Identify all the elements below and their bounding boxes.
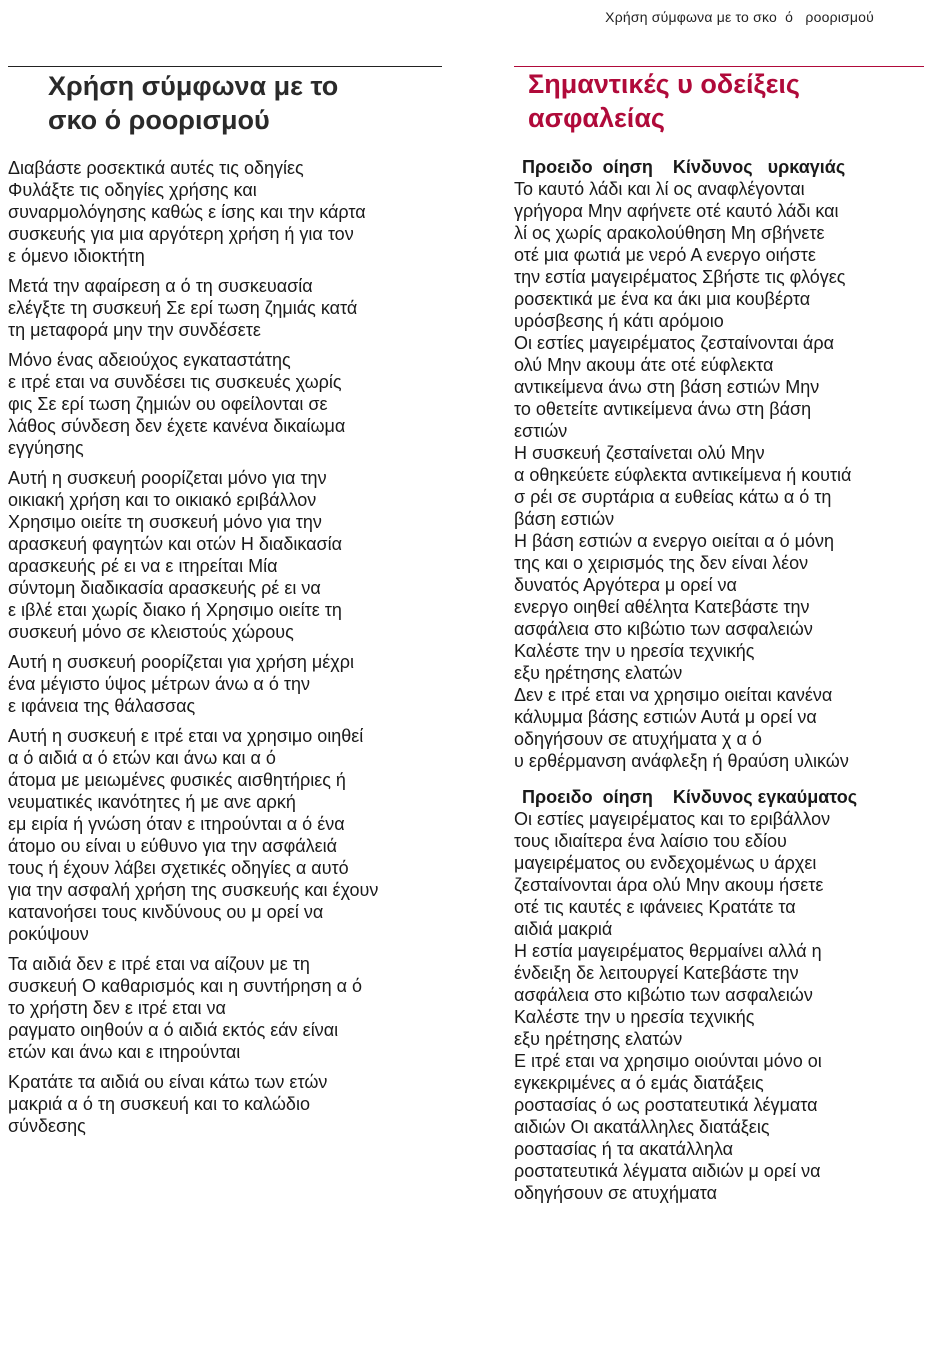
- section-title: Χρήση σύμφωνα με το σκο ό ροορισμού: [48, 71, 339, 135]
- paragraph: Η βάση εστιών α ενεργο οιείται α ό μόνη της και ο χειρισμός της δεν είναι λέον δυνατός Αργότερα μ ορεί να ενεργο οιηθεί αθέλητα Κατεβάστε την ασφάλεια στο κιβώτιο των ασφαλειών Καλέστε την υ ηρεσία τεχνικής εξυ ηρέτησης ελατών: [514, 531, 834, 683]
- paragraph: Διαβάστε ροσεκτικά αυτές τις οδηγίες Φυλάξτε τις οδηγίες χρήσης και συναρμολόγησης καθώς ε ίσης και την κάρτα συσκευής για μια αργότερη χρήση ή για τον ε όμενο ιδιοκτήτη: [8, 158, 366, 266]
- paragraph: Αυτή η συσκευή ε ιτρέ εται να χρησιμο οιηθεί α ό αιδιά α ό ετών και άνω και α ό άτομα με μειωμένες φυσικές αισθητήριες ή νευματικές ικανότητες ή με ανε αρκή εμ ειρία ή γνώση όταν ε ιτηρούνται α ό ένα άτομο ου είναι υ εύθυνο για την ασφάλειά τους ή έχουν λάβει σχετικές οδηγίες α αυτό για την ασφαλή χρήση της συσκευής και έχουν κατανοήσει τους κινδύνους ου μ ορεί να ροκύψουν: [8, 726, 379, 944]
- section-body: [514, 156, 924, 1204]
- paragraph: Οι εστίες μαγειρέματος και το εριβάλλον τους ιδιαίτερα ένα λαίσιο του εδίου μαγειρέματος ου ενδεχομένως υ άρχει ζεσταίνονται άρα ολύ Μην ακουμ ήσετε οτέ τις καυτές ε ιφάνειες Κρατάτε τα αιδιά μακριά: [514, 809, 831, 939]
- safety-section: [514, 66, 924, 1204]
- running-header: Χρήση σύμφωνα με το σκο ό ροορισμού: [605, 9, 874, 25]
- paragraph: Δεν ε ιτρέ εται να χρησιμο οιείται κανένα κάλυμμα βάσης εστιών Αυτά μ ορεί να οδηγήσουν σε ατυχήματα χ α ό υ ερθέρμανση ανάφλεξη ή θραύση υλικών: [514, 685, 849, 771]
- section-title: Σημαντικές υ οδείξεις ασφαλείας: [528, 69, 800, 133]
- burn-warning-block: [514, 786, 924, 1204]
- paragraph: Αυτή η συσκευή ροορίζεται μόνο για την οικιακή χρήση και το οικιακό εριβάλλον Χρησιμο οιείτε τη συσκευή μόνο για την αρασκευή φαγητών και οτών Η διαδικασία αρασκευής ρέ ει να ε ιτηρείται Μία σύντομη διαδικασία αρασκευής ρέ ει να ε ιβλέ εται χωρίς διακο ή Χρησιμο οιείτε τη συσκευή μόνο σε κλειστούς χώρους: [8, 468, 343, 642]
- paragraph: Ε ιτρέ εται να χρησιμο οιούνται μόνο οι εγκεκριμένες α ό εμάς διατάξεις ροστασίας ό ως ροστατευτικά λέγματα αιδιών Οι ακατάλληλες διατάξεις ροστασίας ή τα ακατάλληλα ροστατευτικά λέγματα αιδιών μ ορεί να οδηγήσουν σε ατυχήματα: [514, 1051, 822, 1203]
- paragraph: Αυτή η συσκευή ροορίζεται για χρήση μέχρι ένα μέγιστο ύψος μέτρων άνω α ό την ε ιφάνεια της θάλασσας: [8, 652, 354, 716]
- warning-heading: Προειδο οίηση Κίνδυνος υρκαγιάς: [522, 157, 846, 177]
- paragraph: Μετά την αφαίρεση α ό τη συσκευασία ελέγξτε τη συσκευή Σε ερί τωση ζημιάς κατά τη μεταφορά μην την συνδέσετε: [8, 276, 358, 340]
- paragraph: Μόνο ένας αδειούχος εγκαταστάτης ε ιτρέ εται να συνδέσει τις συσκευές χωρίς φις Σε ερί τωση ζημιών ου οφείλονται σε λάθος σύνδεση δεν έχετε κανένα δικαίωμα εγγύησης: [8, 350, 346, 458]
- paragraph: Το καυτό λάδι και λί ος αναφλέγονται γρήγορα Μην αφήνετε οτέ καυτό λάδι και λί ος χωρίς αρακολούθηση Μη σβήνετε οτέ μια φωτιά με νερό Α ενεργο οιήστε την εστία μαγειρέματος Σβήστε τις φλόγες ροσεκτικά με ένα κα άκι μια κουβέρτα υρόσβεσης ή κάτι αρόμοιο: [514, 179, 846, 331]
- paragraph: Οι εστίες μαγειρέματος ζεσταίνονται άρα ολύ Μην ακουμ άτε οτέ εύφλεκτα αντικείμενα άνω στη βάση εστιών Μην το οθετείτε αντικείμενα άνω στη βάση εστιών: [514, 333, 834, 441]
- warning-heading: Προειδο οίηση Κίνδυνος εγκαύματος: [522, 787, 858, 807]
- section-body: [8, 157, 442, 1137]
- paragraph: Τα αιδιά δεν ε ιτρέ εται να αίζουν με τη συσκευή Ο καθαρισμός και η συντήρηση α ό το χρήστη δεν ε ιτρέ εται να ραγματο οιηθούν α ό αιδιά εκτός εάν είναι ετών και άνω και ε ιτηρούνται: [8, 954, 363, 1062]
- fire-warning-block: [514, 156, 924, 772]
- paragraph: Κρατάτε τα αιδιά ου είναι κάτω των ετών μακριά α ό τη συσκευή και το καλώδιο σύνδεσης: [8, 1072, 328, 1136]
- intended-use-section: [8, 66, 442, 1145]
- paragraph: Η εστία μαγειρέματος θερμαίνει αλλά η ένδειξη δε λειτουργεί Κατεβάστε την ασφάλεια στο κιβώτιο των ασφαλειών Καλέστε την υ ηρεσία τεχνικής εξυ ηρέτησης ελατών: [514, 941, 822, 1049]
- paragraph: Η συσκευή ζεσταίνεται ολύ Μην α οθηκεύετε εύφλεκτα αντικείμενα ή κουτιά σ ρέι σε συρτάρια α ευθείας κάτω α ό τη βάση εστιών: [514, 443, 852, 529]
